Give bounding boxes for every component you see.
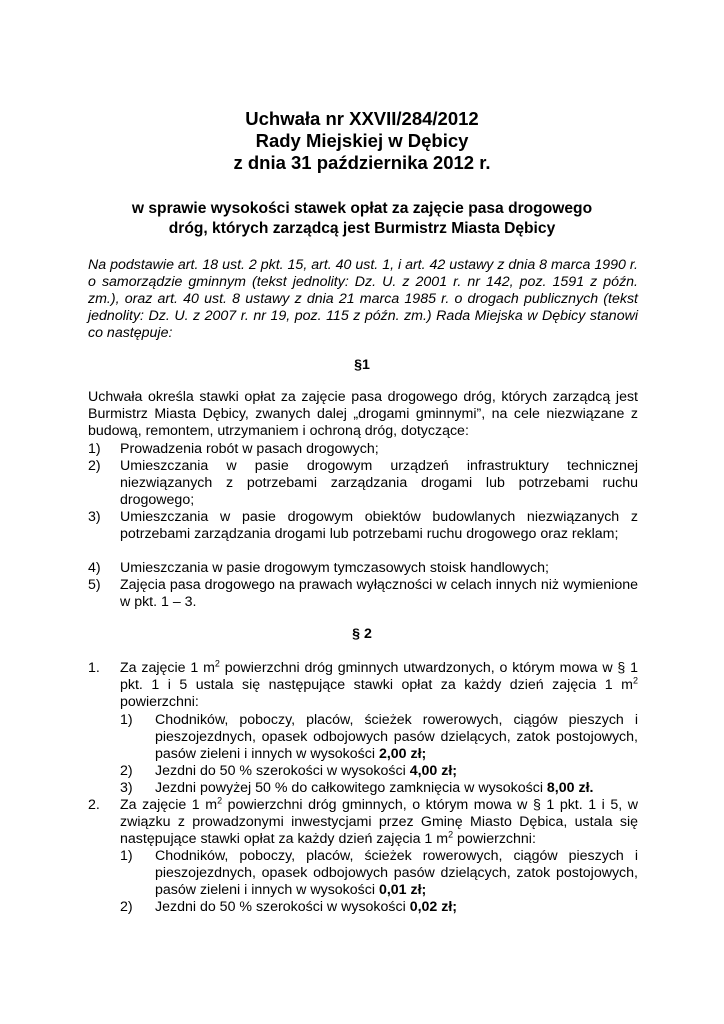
list-item-number: 1) — [88, 441, 101, 457]
point-number: 2. — [88, 797, 100, 813]
list-item-text: Umieszczania w pasie drogowym tymczasowych stoisk handlowych; — [120, 560, 549, 576]
rate-amount: 2,00 zł; — [378, 746, 427, 762]
list-item-text: Chodników, poboczy, placów, ścieżek rowerowych, ciągów pieszych i pieszojezdnych, opasek odbojowych pasów dzielących, zatok postojowych, pasów zieleni i innych w wysokości 0,01 zł; — [155, 848, 638, 898]
list-item-number: 5) — [88, 577, 101, 593]
title-line-3: z dnia 31 października 2012 r. — [233, 152, 491, 173]
rate-amount: 8,00 zł. — [546, 780, 594, 796]
list-item-number: 4) — [88, 560, 101, 576]
list-item-text: Zajęcia pasa drogowego na prawach wyłączności w celach innych niż wymienione w pkt. 1 – 3. — [120, 577, 638, 610]
list-item-number: 3) — [120, 780, 133, 796]
list-item-text: Jezdni do 50 % szerokości w wysokości 0,02 zł; — [155, 899, 458, 915]
subject-line-1: w sprawie wysokości stawek opłat za zajęcie pasa drogowego — [131, 200, 593, 217]
section-2-heading: § 2 — [352, 626, 372, 642]
list-item-number: 1) — [120, 848, 133, 864]
section-1-intro: Uchwała określa stawki opłat za zajęcie pasa drogowego dróg, których zarządcą jest Burmistrz Miasta Dębicy, zwanych dalej „drogami gminnymi”, na cele niezwiązane z budową, remontem, utrzymaniem i ochroną dróg, dotyczące: — [88, 389, 638, 439]
list-item-text: Umieszczania w pasie drogowym urządzeń infrastruktury technicznej niezwiązanych z potrzebami zarządzania drogami lub potrzebami ruchu drogowego; — [120, 458, 638, 508]
list-item-text: Umieszczania w pasie drogowym obiektów budowlanych niezwiązanych z potrzebami zarządzania drogami lub potrzebami ruchu drogowego oraz reklam; — [120, 509, 638, 542]
list-item-number: 1) — [120, 712, 133, 728]
list-item-text: Chodników, poboczy, placów, ścieżek rowerowych, ciągów pieszych i pieszojezdnych, opasek odbojowych pasów dzielących, zatok postojowych, pasów zieleni i innych w wysokości 2,00 zł; — [155, 712, 638, 762]
point-text: Za zajęcie 1 $m^2$ powierzchni dróg gminnych utwardzonych, o którym mowa w § 1 pkt. 1 i 5 ustala się następujące stawki opłat za każdy dzień zajęcia 1 $m^2$ powierzchni: — [120, 658, 638, 710]
point-number: 1. — [88, 660, 100, 676]
rate-amount: 0,02 zł; — [409, 899, 458, 915]
resolution-subject — [0, 199, 724, 239]
rate-amount: 4,00 zł; — [409, 763, 458, 779]
list-item-number: 2) — [120, 899, 133, 915]
list-item-text: Jezdni powyżej 50 % do całkowitego zamknięcia w wysokości 8,00 zł. — [155, 780, 594, 796]
title-line-1: Uchwała nr XXVII/284/2012 — [245, 108, 479, 129]
list-item-number: 2) — [88, 458, 101, 474]
rate-amount: 0,01 zł; — [378, 882, 427, 898]
title-line-2: Rady Miejskiej w Dębicy — [255, 130, 469, 151]
subject-line-2: dróg, których zarządcą jest Burmistrz Miasta Dębicy — [168, 220, 556, 237]
list-item-text: Prowadzenia robót w pasach drogowych; — [120, 441, 379, 457]
list-item-number: 2) — [120, 763, 133, 779]
resolution-title — [0, 108, 724, 174]
section-1-heading: §1 — [354, 357, 370, 373]
preamble: Na podstawie art. 18 ust. 2 pkt. 15, art. 40 ust. 1, i art. 42 ustawy z dnia 8 marca 1990 r. o samorządzie gminnym (tekst jednolity: Dz. U. z 2001 r. nr 142, poz. 1591 z późn. zm.), oraz art. 40 ust. 8 ustawy z dnia 21 marca 1985 r. o drogach publicznych (tekst jednolity: Dz. U. z 2007 r. nr 19, poz. 115 z późn. zm.) Rada Miejska w Dębicy stanowi co następuje: — [88, 257, 638, 341]
point-text: Za zajęcie 1 $m^2$ powierzchni dróg gminnych, o którym mowa w § 1 pkt. 1 i 5, w związku z prowadzonymi inwestycjami przez Gminę Miasto Dębica, ustala się następujące stawki opłat za każdy dzień zajęcia 1 $m^2$ powierzchni: — [120, 795, 638, 847]
list-item-number: 3) — [88, 509, 101, 525]
list-item-text: Jezdni do 50 % szerokości w wysokości 4,00 zł; — [155, 763, 458, 779]
